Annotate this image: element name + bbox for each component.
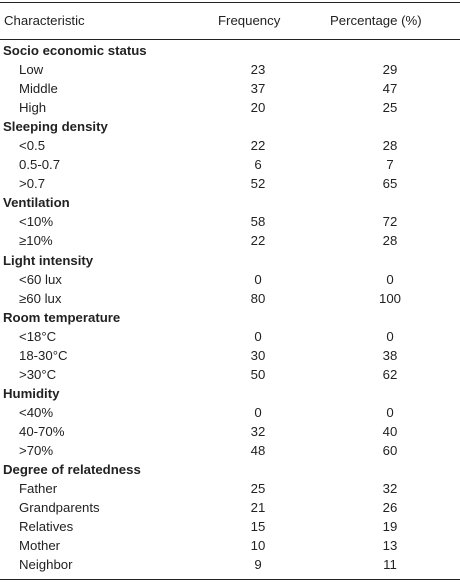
- row-frequency: 32: [250, 423, 266, 439]
- table-row: [0, 346, 460, 365]
- row-percentage: 65: [382, 176, 398, 192]
- table-row: [0, 327, 460, 346]
- table-row: [0, 403, 460, 422]
- row-percentage: 0: [386, 404, 394, 420]
- table-row: [0, 60, 460, 79]
- group-label: Ventilation: [3, 195, 70, 211]
- row-frequency: 9: [254, 557, 262, 573]
- group-header-row: [0, 117, 460, 136]
- table-row: [0, 174, 460, 193]
- row-label: Neighbor: [19, 557, 73, 573]
- row-percentage: 13: [382, 538, 398, 554]
- table-row: [0, 479, 460, 498]
- table-body: [0, 41, 460, 574]
- row-frequency: 10: [250, 538, 266, 554]
- row-frequency: 23: [250, 62, 266, 78]
- row-percentage: 40: [382, 423, 398, 439]
- table-row: [0, 289, 460, 308]
- row-frequency: 58: [250, 214, 266, 230]
- row-frequency: 6: [254, 157, 262, 173]
- table-row: [0, 212, 460, 231]
- row-frequency: 25: [250, 481, 266, 497]
- row-frequency: 52: [250, 176, 266, 192]
- row-frequency: 37: [250, 81, 266, 97]
- group-label: Degree of relatedness: [3, 462, 141, 478]
- row-frequency: 80: [250, 290, 266, 306]
- table-row: [0, 365, 460, 384]
- row-label: Father: [19, 481, 58, 497]
- header-frequency: Frequency: [218, 13, 281, 28]
- row-label: 40-70%: [19, 423, 65, 439]
- table-row: [0, 517, 460, 536]
- group-label: Light intensity: [3, 252, 94, 268]
- row-label: <60 lux: [19, 271, 62, 287]
- header-characteristic: Characteristic: [4, 13, 85, 28]
- row-frequency: 30: [250, 347, 266, 363]
- row-percentage: 11: [383, 557, 397, 573]
- row-label: <40%: [19, 404, 54, 420]
- row-percentage: 0: [386, 271, 394, 287]
- row-frequency: 50: [250, 366, 266, 382]
- group-label: Humidity: [3, 385, 60, 401]
- group-header-row: [0, 308, 460, 327]
- row-percentage: 47: [382, 81, 398, 97]
- row-percentage: 72: [382, 214, 398, 230]
- row-percentage: 19: [382, 519, 398, 535]
- row-frequency: 20: [250, 100, 266, 116]
- group-header-row: [0, 41, 460, 60]
- row-frequency: 22: [250, 233, 266, 249]
- row-label: Low: [19, 62, 44, 78]
- table-row: [0, 498, 460, 517]
- row-frequency: 0: [254, 404, 262, 420]
- row-percentage: 32: [382, 481, 398, 497]
- row-percentage: 100: [378, 290, 401, 306]
- row-frequency: 15: [250, 519, 266, 535]
- row-label: Mother: [19, 538, 61, 554]
- row-label: ≥10%: [19, 233, 53, 249]
- group-label: Sleeping density: [3, 119, 108, 135]
- row-frequency: 0: [254, 328, 262, 344]
- row-label: High: [19, 100, 47, 116]
- row-percentage: 62: [382, 366, 398, 382]
- row-label: Grandparents: [19, 500, 100, 516]
- row-frequency: 0: [254, 271, 262, 287]
- row-frequency: 22: [250, 138, 266, 154]
- table-row: [0, 231, 460, 250]
- row-percentage: 28: [382, 138, 398, 154]
- row-label: >70%: [19, 442, 54, 458]
- row-label: ≥60 lux: [19, 290, 62, 306]
- group-header-row: [0, 193, 460, 212]
- table-row: [0, 270, 460, 289]
- group-header-row: [0, 384, 460, 403]
- row-label: 0.5-0.7: [19, 157, 61, 173]
- row-percentage: 7: [386, 157, 394, 173]
- row-label: Middle: [19, 81, 58, 97]
- group-label: Socio economic status: [3, 43, 147, 58]
- table-header: [0, 3, 460, 39]
- row-percentage: 26: [382, 500, 398, 516]
- header-percentage: Percentage (%): [330, 13, 422, 28]
- row-frequency: 21: [250, 500, 266, 516]
- row-percentage: 0: [386, 328, 394, 344]
- table-row: [0, 136, 460, 155]
- row-percentage: 38: [382, 347, 398, 363]
- table-row: [0, 422, 460, 441]
- group-header-row: [0, 460, 460, 479]
- row-percentage: 60: [382, 442, 398, 458]
- table-row: [0, 441, 460, 460]
- row-percentage: 29: [382, 62, 398, 78]
- table-row: [0, 79, 460, 98]
- row-label: >30°C: [19, 366, 57, 382]
- table-header-rule: [0, 39, 460, 40]
- table-row: [0, 98, 460, 117]
- row-label: <0.5: [19, 138, 46, 154]
- table-row: [0, 536, 460, 555]
- table-row: [0, 155, 460, 174]
- group-header-row: [0, 251, 460, 270]
- table-row: [0, 555, 460, 574]
- row-label: >0.7: [19, 176, 46, 192]
- row-label: <18°C: [19, 328, 57, 344]
- row-frequency: 48: [250, 442, 266, 458]
- row-label: <10%: [19, 214, 54, 230]
- row-label: 18-30°C: [19, 347, 68, 363]
- row-percentage: 25: [382, 100, 398, 116]
- group-label: Room temperature: [3, 309, 121, 325]
- row-percentage: 28: [382, 233, 398, 249]
- table-bottom-rule: [0, 579, 460, 580]
- row-label: Relatives: [19, 519, 74, 535]
